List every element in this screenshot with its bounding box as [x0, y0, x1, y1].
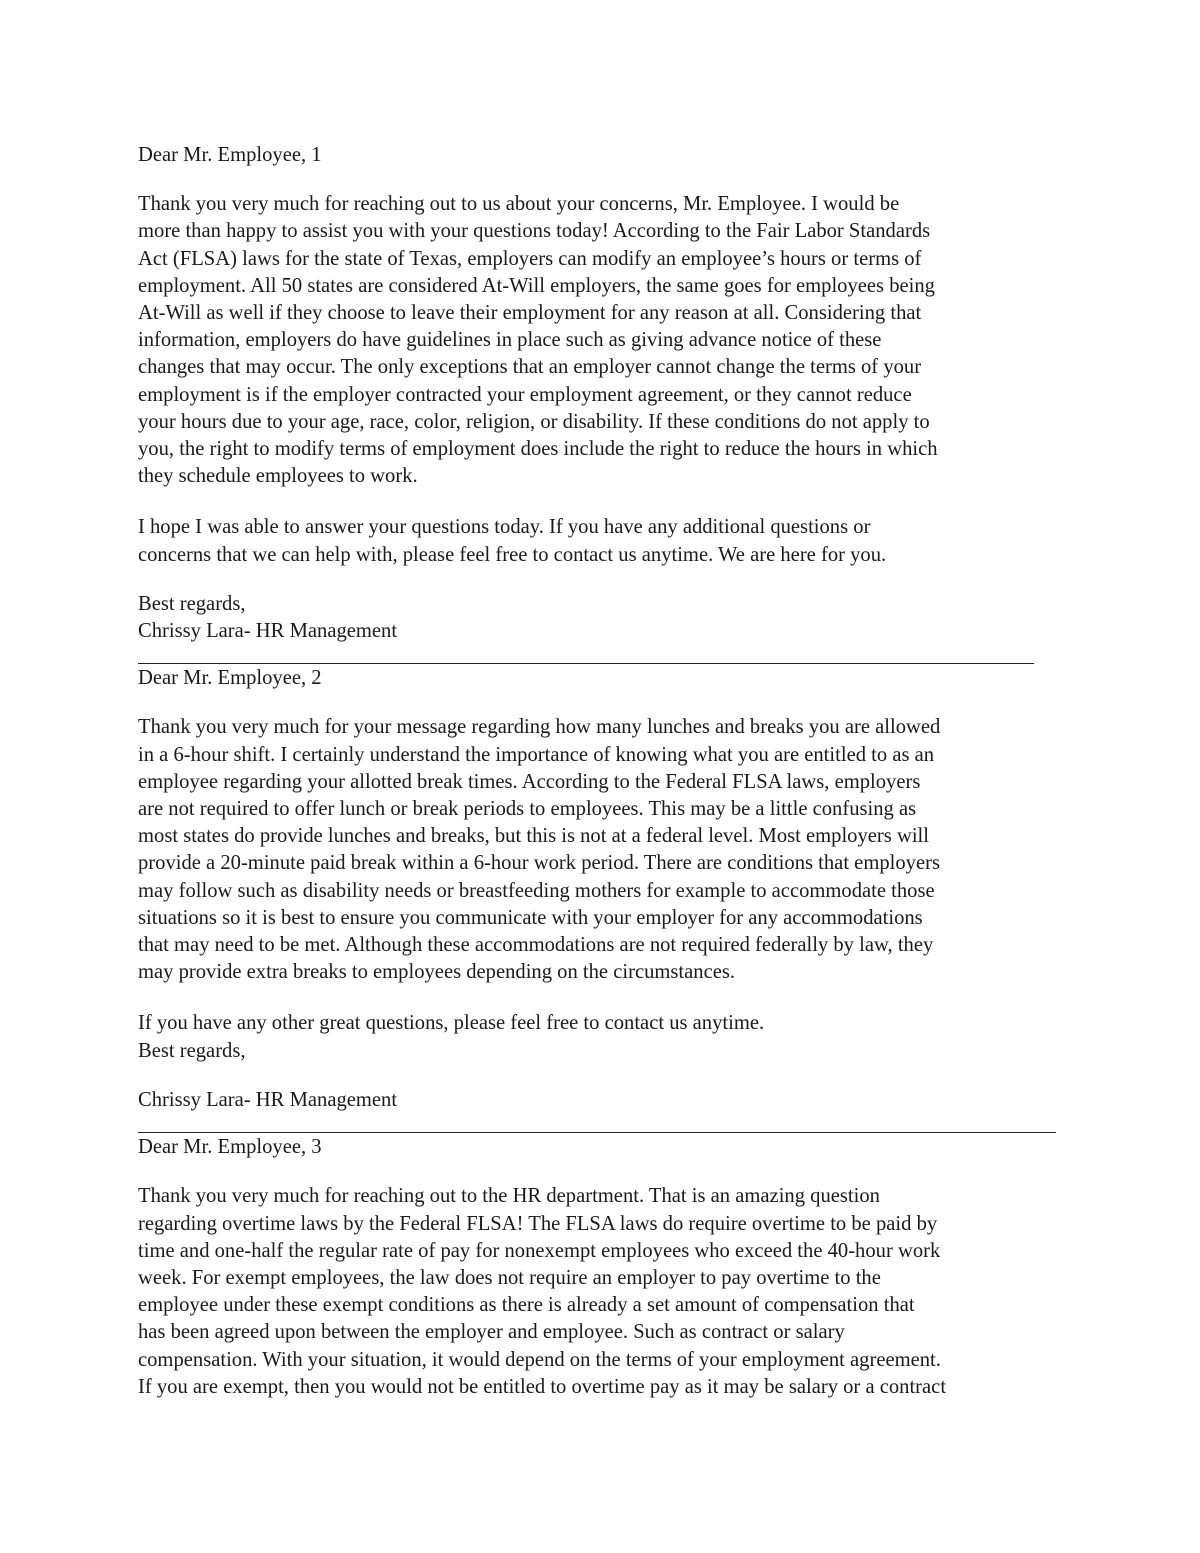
text-line: most states do provide lunches and breaks, but this is not at a federal level. Most employers will: [138, 825, 929, 848]
text-line: employment is if the employer contracted your employment agreement, or they cannot reduce: [138, 383, 912, 406]
text-line: situations so it is best to ensure you communicate with your employer for any accommodations: [138, 906, 923, 929]
document-page: [138, 142, 1068, 1401]
letter-2-body-paragraph-1: [138, 714, 1068, 986]
text-line: has been agreed upon between the employer and employee. Such as contract or salary: [138, 1321, 845, 1344]
separator-line: [138, 663, 1034, 664]
letter-3-body-paragraph-1: [138, 1183, 1068, 1401]
text-line: Thank you very much for reaching out to us about your concerns, Mr. Employee. I would be: [138, 193, 900, 216]
text-line: employee under these exempt conditions as there is already a set amount of compensation that: [138, 1294, 915, 1317]
text-line: are not required to offer lunch or break periods to employees. This may be a little confusing as: [138, 798, 917, 821]
letter-1-signature: Chrissy Lara- HR Management: [138, 620, 398, 643]
letter-2-salutation: Dear Mr. Employee, 2: [138, 667, 322, 690]
text-line: Thank you very much for reaching out to the HR department. That is an amazing question: [138, 1185, 880, 1208]
text-line: changes that may occur. The only exceptions that an employer cannot change the terms of your: [138, 356, 922, 379]
text-line: may follow such as disability needs or breastfeeding mothers for example to accommodate those: [138, 879, 935, 902]
text-line: your hours due to your age, race, color, religion, or disability. If these conditions do not apply to: [138, 410, 930, 433]
text-line: in a 6-hour shift. I certainly understand the importance of knowing what you are entitled to as an: [138, 743, 935, 766]
separator-line: [138, 1132, 1056, 1133]
text-line: Thank you very much for your message regarding how many lunches and breaks you are allowed: [138, 716, 941, 739]
text-line: I hope I was able to answer your questions today. If you have any additional questions or: [138, 516, 871, 539]
letter-2-signature: Chrissy Lara- HR Management: [138, 1088, 398, 1111]
text-line: may provide extra breaks to employees depending on the circumstances.: [138, 961, 736, 984]
text-line: employment. All 50 states are considered At-Will employers, the same goes for employees being: [138, 274, 935, 297]
text-line: time and one-half the regular rate of pay for nonexempt employees who exceed the 40-hour work: [138, 1239, 941, 1262]
letter-1-body-paragraph-1: [138, 191, 1068, 490]
text-line: If you are exempt, then you would not be entitled to overtime pay as it may be salary or a contract: [138, 1375, 947, 1398]
text-line: they schedule employees to work.: [138, 465, 418, 488]
text-line: If you have any other great questions, please feel free to contact us anytime.: [138, 1012, 765, 1035]
letter-1-closing: Best regards,: [138, 592, 246, 615]
text-line: that may need to be met. Although these accommodations are not required federally by law, they: [138, 934, 934, 957]
letter-2-closing: Best regards,: [138, 1039, 246, 1062]
text-line: information, employers do have guidelines in place such as giving advance notice of these: [138, 329, 882, 352]
text-line: week. For exempt employees, the law does not require an employer to pay overtime to the: [138, 1266, 881, 1289]
text-line: regarding overtime laws by the Federal FLSA! The FLSA laws do require overtime to be paid by: [138, 1212, 938, 1235]
text-line: provide a 20-minute paid break within a 6-hour work period. There are conditions that employers: [138, 852, 940, 875]
text-line: more than happy to assist you with your questions today! According to the Fair Labor Standards: [138, 220, 931, 243]
letter-2-body-paragraph-2: [138, 1010, 1068, 1037]
text-line: employee regarding your allotted break times. According to the Federal FLSA laws, employers: [138, 770, 921, 793]
letter-1-body-paragraph-2: [138, 514, 1068, 568]
text-line: At-Will as well if they choose to leave their employment for any reason at all. Considering that: [138, 302, 922, 325]
text-line: compensation. With your situation, it would depend on the terms of your employment agreement.: [138, 1348, 941, 1371]
text-line: concerns that we can help with, please feel free to contact us anytime. We are here for you.: [138, 543, 887, 566]
text-line: Act (FLSA) laws for the state of Texas, employers can modify an employee’s hours or terms of: [138, 247, 922, 270]
text-line: you, the right to modify terms of employment does include the right to reduce the hours in which: [138, 438, 938, 461]
letter-3-salutation: Dear Mr. Employee, 3: [138, 1136, 322, 1159]
letter-1-salutation: Dear Mr. Employee, 1: [138, 144, 322, 166]
